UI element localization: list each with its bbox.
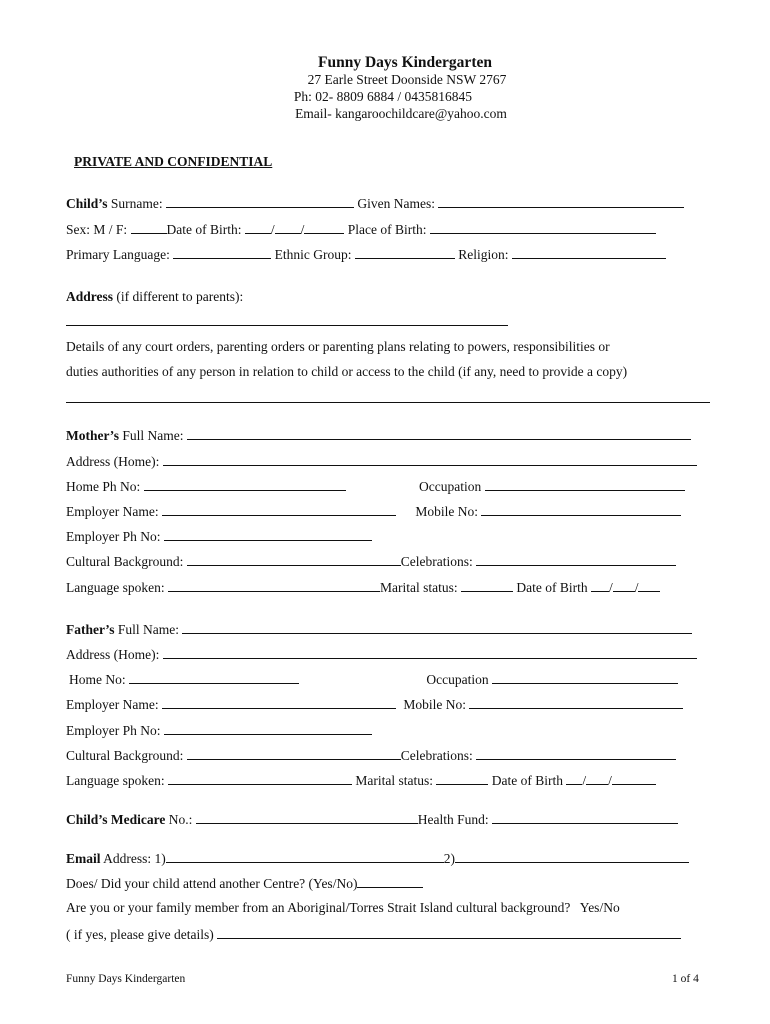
dob-month-field[interactable] [275, 221, 301, 234]
aboriginal-options[interactable]: Yes/No [579, 900, 620, 915]
ethnic-group-field[interactable] [355, 246, 455, 259]
email-row: Email Address: 1) 2) [66, 850, 714, 867]
mother-celebrations-field[interactable] [476, 553, 676, 566]
primary-language-field[interactable] [173, 246, 271, 259]
dob-day-field[interactable] [245, 221, 271, 234]
other-centre-field[interactable] [357, 875, 423, 888]
mother-cultural-row: Cultural Background: Celebrations: [66, 553, 714, 570]
father-address-row: Address (Home): [66, 646, 714, 663]
mother-homeph-field[interactable] [144, 478, 346, 491]
mother-language-row: Language spoken: Marital status: Date of Birth / / [66, 579, 714, 596]
child-name-row: Child’s Surname: Given Names: [66, 195, 714, 212]
place-of-birth-field[interactable] [430, 221, 656, 234]
mother-employer-ph-row: Employer Ph No: [66, 528, 714, 545]
mother-name-row: Mother’s Full Name: [66, 427, 714, 444]
kindergarten-phone: Ph: 02- 8809 6884 / 0435816845 [293, 89, 473, 104]
email-2-field[interactable] [455, 850, 689, 863]
mother-language-field[interactable] [168, 579, 380, 592]
court-orders-text-2: duties authorities of any person in relation to child or access to the child (if any, need to provide a copy) [66, 364, 628, 379]
court-orders-field[interactable] [66, 402, 710, 403]
mother-cultural-field[interactable] [187, 553, 401, 566]
given-names-field[interactable] [438, 195, 684, 208]
father-employer-ph-field[interactable] [164, 722, 372, 735]
father-homeno-field[interactable] [129, 671, 299, 684]
father-language-field[interactable] [168, 772, 352, 785]
mother-employer-ph-field[interactable] [164, 528, 372, 541]
father-marital-field[interactable] [436, 772, 488, 785]
mother-employer-field[interactable] [162, 503, 396, 516]
mother-dob-year-field[interactable] [638, 579, 660, 592]
father-cultural-row: Cultural Background: Celebrations: [66, 747, 714, 764]
other-centre-row: Does/ Did your child attend another Centre? (Yes/No) [66, 875, 714, 892]
child-address-row: Address (if different to parents): [66, 289, 244, 304]
father-name-field[interactable] [182, 621, 692, 634]
footer-left: Funny Days Kindergarten [66, 973, 186, 985]
mother-occupation-field[interactable] [485, 478, 685, 491]
mother-dob-month-field[interactable] [613, 579, 635, 592]
mother-homeph-row: Home Ph No: Occupation [66, 478, 714, 495]
father-celebrations-field[interactable] [476, 747, 676, 760]
father-mobile-field[interactable] [469, 696, 683, 709]
child-address-field[interactable] [66, 325, 508, 326]
page-number: 1 of 4 [672, 973, 699, 985]
court-orders-text-1: Details of any court orders, parenting orders or parenting plans relating to powers, responsibilities or [66, 339, 610, 354]
father-name-row: Father’s Full Name: [66, 621, 714, 638]
father-occupation-field[interactable] [492, 671, 678, 684]
father-homeno-row: Home No: Occupation [69, 671, 714, 688]
sex-field[interactable] [131, 221, 167, 234]
kindergarten-title: Funny Days Kindergarten [318, 54, 492, 71]
child-language-row: Primary Language: Ethnic Group: Religion: [66, 246, 714, 263]
mother-address-row: Address (Home): [66, 453, 714, 470]
medicare-field[interactable] [196, 811, 418, 824]
father-employer-row: Employer Name: Mobile No: [66, 696, 714, 713]
father-employer-ph-row: Employer Ph No: [66, 722, 714, 739]
child-sex-dob-row: Sex: M / F: Date of Birth: / / Place of Birth: [66, 221, 714, 238]
details-field[interactable] [217, 926, 681, 939]
father-dob-day-field[interactable] [566, 772, 582, 785]
mother-mobile-field[interactable] [481, 503, 681, 516]
father-language-row: Language spoken: Marital status: Date of Birth / / [66, 772, 714, 789]
father-employer-field[interactable] [162, 696, 396, 709]
mother-marital-field[interactable] [461, 579, 513, 592]
email-1-field[interactable] [166, 850, 444, 863]
mother-dob-day-field[interactable] [591, 579, 609, 592]
kindergarten-address: 27 Earle Street Doonside NSW 2767 [307, 72, 507, 87]
section-heading: PRIVATE AND CONFIDENTIAL [74, 154, 273, 169]
dob-year-field[interactable] [304, 221, 344, 234]
aboriginal-row: Are you or your family member from an Aboriginal/Torres Strait Island cultural background? Yes/No [66, 900, 620, 915]
surname-field[interactable] [166, 195, 354, 208]
mother-name-field[interactable] [187, 427, 691, 440]
mother-employer-row: Employer Name: Mobile No: [66, 503, 714, 520]
kindergarten-email: Email- kangaroochildcare@yahoo.com [295, 106, 507, 121]
medicare-row: Child’s Medicare No.: Health Fund: [66, 811, 714, 828]
father-cultural-field[interactable] [187, 747, 401, 760]
father-dob-year-field[interactable] [612, 772, 656, 785]
mother-address-field[interactable] [163, 453, 697, 466]
father-address-field[interactable] [163, 646, 697, 659]
father-dob-month-field[interactable] [586, 772, 608, 785]
religion-field[interactable] [512, 246, 666, 259]
details-row: ( if yes, please give details) [66, 926, 714, 943]
health-fund-field[interactable] [492, 811, 678, 824]
